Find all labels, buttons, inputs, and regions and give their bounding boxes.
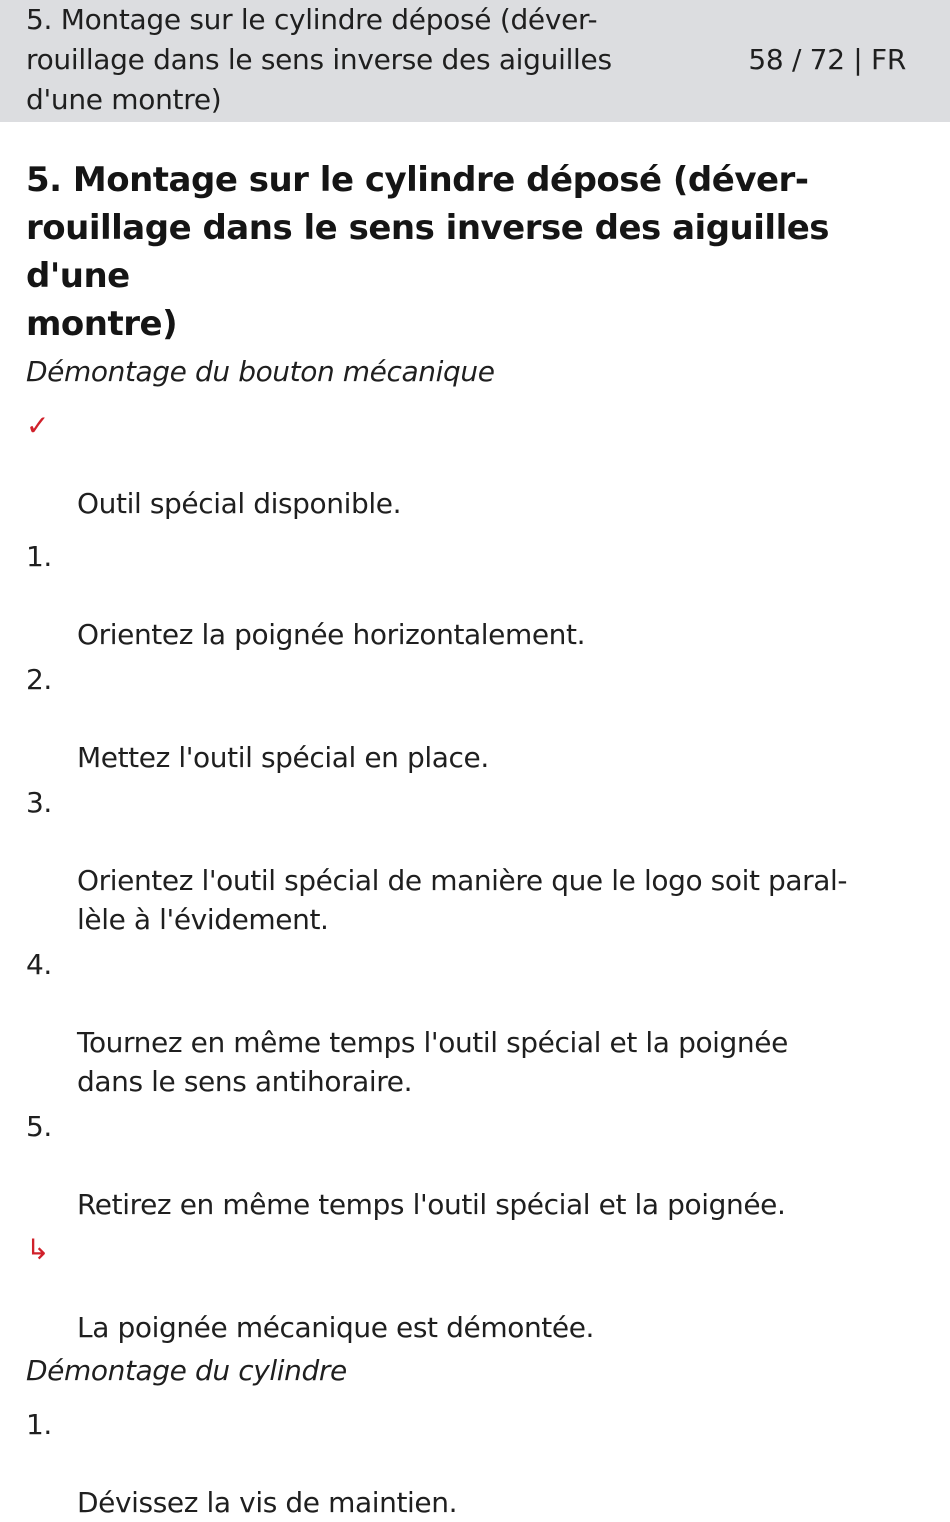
step-number: 4. [26, 948, 52, 981]
step-number: 3. [26, 786, 52, 819]
prerequisite-text: Outil spécial disponible. [77, 487, 402, 520]
subsection-title: Démontage du bouton mécanique [26, 355, 495, 388]
header-title: 5. Montage sur le cylindre déposé (déver- rouillage dans le sens inverse des aiguilles d'une montre) [26, 3, 612, 116]
checkmark-icon: ✓ [26, 409, 50, 442]
step-text: Dévissez la vis de maintien. [77, 1486, 458, 1519]
step-text: Mettez l'outil spécial en place. [77, 741, 489, 774]
page-header [0, 0, 950, 122]
step-item [26, 945, 916, 1101]
step-item [26, 660, 916, 777]
step-item [26, 783, 916, 939]
subsection-mechanical-knob [26, 350, 916, 1347]
step-number: 1. [26, 540, 52, 573]
result-item [26, 1230, 916, 1347]
step-item [26, 537, 916, 654]
subsection-cylinder [26, 1349, 916, 1522]
step-text: Tournez en même temps l'outil spécial et la poignée dans le sens antihoraire. [77, 1026, 788, 1098]
step-text: Retirez en même temps l'outil spécial et la poignée. [77, 1188, 786, 1221]
main-content [26, 156, 916, 1522]
step-item [26, 1107, 916, 1224]
step-text: Orientez l'outil spécial de manière que le logo soit paral- lèle à l'évidement. [77, 864, 848, 936]
step-number: 1. [26, 1408, 52, 1441]
result-arrow-icon: ↳ [26, 1233, 50, 1266]
step-number: 5. [26, 1110, 52, 1143]
result-text: La poignée mécanique est démontée. [77, 1311, 595, 1344]
step-number: 2. [26, 663, 52, 696]
prerequisite-item [26, 406, 916, 523]
step-item [26, 1405, 916, 1522]
subsection-title: Démontage du cylindre [26, 1354, 347, 1387]
section-heading: 5. Montage sur le cylindre déposé (déver- rouillage dans le sens inverse des aiguilles d'une montre) [26, 160, 830, 344]
step-text: Orientez la poignée horizontalement. [77, 618, 586, 651]
page-number: 58 / 72 | FR [748, 43, 906, 76]
